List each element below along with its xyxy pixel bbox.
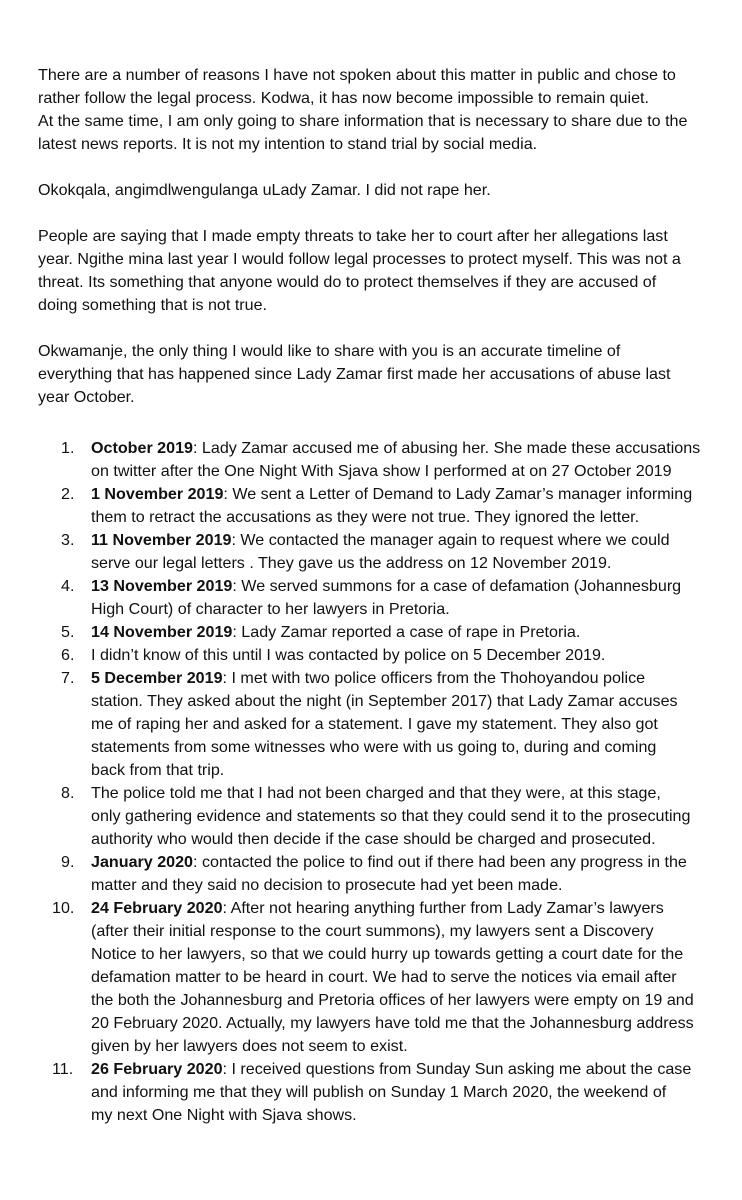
item-line [91, 713, 718, 736]
item-text: matter and they said no decision to prosecute had yet been made. [91, 876, 563, 894]
timeline-item [38, 667, 718, 782]
item-text: them to retract the accusations as they were not true. They ignored the letter. [91, 508, 640, 526]
item-line [91, 989, 718, 1012]
item-number: 2. [61, 485, 75, 503]
item-date: 5 December 2019 [91, 669, 223, 687]
item-line [91, 506, 718, 529]
item-line [91, 598, 718, 621]
item-date: 13 November 2019 [91, 577, 233, 595]
item-line [91, 667, 718, 690]
intro-section [38, 64, 718, 409]
timeline-item [38, 575, 718, 621]
item-text: Notice to her lawyers, so that we could hurry up towards getting a court date for the [91, 945, 684, 963]
item-text: The police told me that I had not been charged and that they were, at this stage, [91, 784, 661, 802]
item-line [91, 483, 718, 506]
item-number: 6. [61, 646, 75, 664]
item-text: the both the Johannesburg and Pretoria offices of her lawyers were empty on 19 and [91, 991, 694, 1009]
item-text: 20 February 2020. Actually, my lawyers have told me that the Johannesburg address [91, 1014, 694, 1032]
paragraph-line: threat. Its something that anyone would do to protect themselves if they are accused of [38, 273, 657, 291]
item-number: 5. [61, 623, 75, 641]
item-text: on twitter after the One Night With Sjava show I performed at on 27 October 2019 [91, 462, 672, 480]
item-date: October 2019 [91, 439, 193, 457]
item-line [91, 736, 718, 759]
item-line [91, 1104, 718, 1127]
item-text: my next One Night with Sjava shows. [91, 1106, 357, 1124]
timeline-item [38, 437, 718, 483]
item-number: 4. [61, 577, 75, 595]
item-line [91, 437, 718, 460]
timeline-item [38, 897, 718, 1058]
item-text: High Court) of character to her lawyers in Pretoria. [91, 600, 450, 618]
item-text: : contacted the police to find out if there had been any progress in the [193, 853, 687, 871]
item-text: statements from some witnesses who were with us going to, during and coming [91, 738, 657, 756]
paragraph-line: doing something that is not true. [38, 296, 268, 314]
timeline-item [38, 644, 718, 667]
item-text: authority who would then decide if the case should be charged and prosecuted. [91, 830, 656, 848]
item-line [91, 1012, 718, 1035]
item-line [91, 552, 718, 575]
paragraph-line: latest news reports. It is not my intention to stand trial by social media. [38, 135, 538, 153]
item-line [91, 644, 718, 667]
timeline-item [38, 621, 718, 644]
item-text: : Lady Zamar accused me of abusing her. She made these accusations [192, 439, 701, 457]
item-text: : After not hearing anything further from Lady Zamar’s lawyers [222, 899, 664, 917]
item-line [91, 943, 718, 966]
item-number: 3. [61, 531, 75, 549]
item-text: I didn’t know of this until I was contacted by police on 5 December 2019. [91, 646, 606, 664]
paragraph-line: everything that has happened since Lady Zamar first made her accusations of abuse last [38, 365, 671, 383]
item-line [91, 828, 718, 851]
item-number: 7. [61, 669, 75, 687]
item-text: defamation matter to be heard in court. We had to serve the notices via email after [91, 968, 677, 986]
intro-paragraph [38, 225, 718, 317]
item-text: given by her lawyers does not seem to exist. [91, 1037, 408, 1055]
paragraph-line: There are a number of reasons I have not spoken about this matter in public and chose to [38, 66, 676, 84]
item-text: : I met with two police officers from the Thohoyandou police [222, 669, 646, 687]
item-line [91, 966, 718, 989]
paragraph-line: year. Ngithe mina last year I would follow legal processes to protect myself. This was not a [38, 250, 681, 268]
item-text: serve our legal letters . They gave us the address on 12 November 2019. [91, 554, 612, 572]
statement-document [38, 64, 718, 1124]
item-number: 9. [61, 853, 75, 871]
item-line [91, 920, 718, 943]
item-date: 26 February 2020 [91, 1060, 223, 1078]
item-text: : We served summons for a case of defamation (Johannesburg [232, 577, 682, 595]
item-date: 24 February 2020 [91, 899, 223, 917]
paragraph-line: Okokqala, angimdlwengulanga uLady Zamar. I did not rape her. [38, 181, 491, 199]
item-date: 11 November 2019 [91, 531, 232, 549]
item-date: January 2020 [91, 853, 194, 871]
timeline-item [38, 483, 718, 529]
item-line [91, 805, 718, 828]
item-date: 14 November 2019 [91, 623, 233, 641]
item-line [91, 897, 718, 920]
item-text: : I received questions from Sunday Sun asking me about the case [222, 1060, 692, 1078]
timeline-item [38, 782, 718, 851]
item-line [91, 1081, 718, 1104]
timeline-item [38, 529, 718, 575]
timeline-item [38, 1058, 718, 1127]
item-number: 8. [61, 784, 75, 802]
item-text: : We contacted the manager again to request where we could [231, 531, 670, 549]
item-line [91, 1035, 718, 1058]
item-line [91, 851, 718, 874]
item-number: 11. [52, 1060, 74, 1078]
item-text: : We sent a Letter of Demand to Lady Zamar’s manager informing [223, 485, 693, 503]
item-text: station. They asked about the night (in September 2017) that Lady Zamar accuses [91, 692, 678, 710]
timeline-list [38, 437, 718, 1127]
item-line [91, 460, 718, 483]
paragraph-line: year October. [38, 388, 135, 406]
item-text: back from that trip. [91, 761, 225, 779]
item-line [91, 874, 718, 897]
item-line [91, 782, 718, 805]
item-text: only gathering evidence and statements so that they could send it to the prosecuting [91, 807, 691, 825]
item-text: : Lady Zamar reported a case of rape in Pretoria. [232, 623, 581, 641]
intro-paragraph [38, 64, 718, 156]
paragraph-line: People are saying that I made empty threats to take her to court after her allegations last [38, 227, 668, 245]
item-text: and informing me that they will publish on Sunday 1 March 2020, the weekend of [91, 1083, 667, 1101]
paragraph-line: Okwamanje, the only thing I would like to share with you is an accurate timeline of [38, 342, 621, 360]
item-text: me of raping her and asked for a statement. I gave my statement. They also got [91, 715, 658, 733]
item-line [91, 621, 718, 644]
item-date: 1 November 2019 [91, 485, 224, 503]
item-number: 1. [61, 439, 75, 457]
item-line [91, 575, 718, 598]
item-number: 10. [52, 899, 75, 917]
item-line [91, 1058, 718, 1081]
paragraph-line: rather follow the legal process. Kodwa, it has now become impossible to remain quiet. [38, 89, 649, 107]
timeline-item [38, 851, 718, 897]
item-line [91, 529, 718, 552]
intro-paragraph [38, 179, 718, 202]
paragraph-line: At the same time, I am only going to share information that is necessary to share due to the [38, 112, 688, 130]
item-line [91, 759, 718, 782]
item-line [91, 690, 718, 713]
item-text: (after their initial response to the court summons), my lawyers sent a Discovery [91, 922, 654, 940]
intro-paragraph [38, 340, 718, 409]
